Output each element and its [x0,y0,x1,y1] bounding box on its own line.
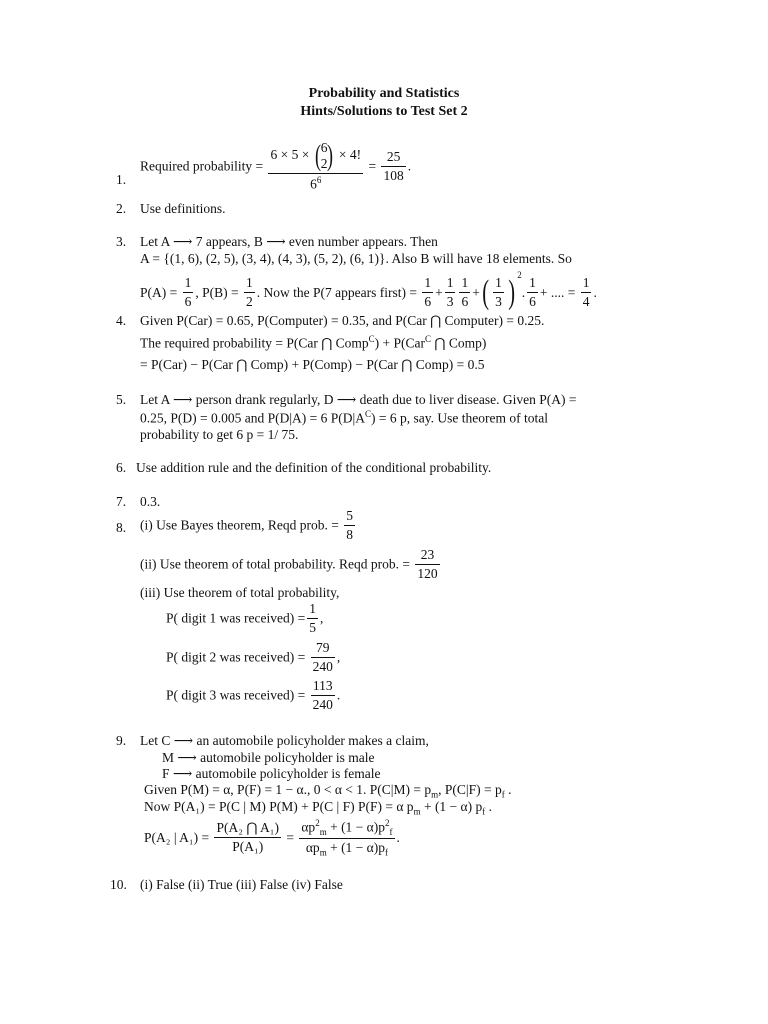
r-den-a: αp [305,840,320,856]
answer-9-line-4c: . [504,782,512,797]
answer-9-line-3: F ⟶ automobile policyholder is female [162,766,381,781]
answer-4-line-3: = P(Car) − P(Car ⋂ Comp) + P(Comp) − P(Car ⋂ Comp) = 0.5 [140,357,485,372]
answer-9-line-2: M ⟶ automobile policyholder is male [162,750,375,765]
formula-middle-num: P(A₂ ⋂ A₁) [214,820,281,838]
r-num-sub-2: f [389,827,393,838]
digit-1-text: P( digit 1 was received) = [166,610,306,626]
answer-1-result [381,149,405,184]
term-5-num: 1 [527,275,538,293]
item-number-7: 7. [116,494,127,509]
digit-3-text: P( digit 3 was received) = [166,687,306,703]
sub-m: m [431,789,439,800]
answer-5-line-2a: 0.25, P(D) = 0.005 and P(D|A) = 6 P(D|A [140,410,365,426]
term-5-den: 6 [529,294,536,310]
result-num: 25 [381,149,405,167]
digit-2-end: , [336,649,341,665]
formula-end: . [396,829,400,845]
formula-right [299,818,394,858]
digit-2-num: 79 [311,640,335,658]
term-2-den: 3 [446,294,454,310]
item-number-9: 9. [116,733,127,748]
answer-8-i-fraction [344,508,355,543]
complement-sup-3: C [365,409,372,419]
answer-8-ii-text: (ii) Use theorem of total probability. Reqd prob. = [140,556,410,572]
item-number-2: 2. [116,201,127,216]
digit-3-num: 113 [311,678,335,696]
answer-8-iii: (iii) Use theorem of total probability, [140,585,340,600]
pa-num: 1 [183,275,194,293]
complement-sup-2: C [425,334,432,344]
answer-9-line-5b: + (1 − α) p [420,799,483,814]
answer-9-line-1: Let C ⟶ an automobile policyholder makes a claim, [140,733,429,748]
formula-middle-den: P(A₁) [232,839,264,855]
answer-9-line-4 [144,782,511,800]
answer-9-line-5c: . [485,799,492,814]
answer-4-line-2c: ⋂ Comp) [431,335,487,351]
term-4 [493,275,504,310]
answer-5-line-1: Let A ⟶ person drank regularly, D ⟶ death due to liver disease. Given P(A) = [140,392,577,407]
term-2-num: 1 [445,275,456,293]
document-title: Probability and Statistics [308,86,460,101]
pb-num: 1 [244,275,255,293]
digit-1-end: , [319,610,324,626]
r-num-sup-2: 2 [385,818,390,828]
answer-3-line-2: A = {(1, 6), (2, 5), (3, 4), (4, 3), (5, 2), (6, 1)}. Also B will have 18 elements. So [140,251,572,266]
r-den-sub-1: m [319,847,327,858]
digit-2-fraction [311,640,335,675]
item-number-3: 3. [116,234,127,249]
dot: . [521,284,526,300]
answer-1-label: Required probability = [140,158,264,174]
answer-3-result [581,275,592,310]
answer-8-i-text: (i) Use Bayes theorem, Reqd prob. = [140,517,339,533]
r-num-sup-1: 2 [315,818,320,828]
answer-6: Use addition rule and the definition of the conditional probability. [136,460,492,475]
answer-8-i-num: 5 [344,508,355,526]
line-5-sub-m: m [413,806,421,817]
now-text: . Now the P(7 appears first) = [256,284,417,300]
line-5-sub-f: f [482,806,486,817]
pa-label: P(A) = [140,284,178,300]
term-3 [459,275,470,310]
answer-4-line-1: Given P(Car) = 0.65, P(Computer) = 0.35, and P(Car ⋂ Computer) = 0.25. [140,313,545,328]
r-den-sub-2: f [385,847,388,858]
answer-3-result-den: 4 [582,294,590,310]
sub-f: f [501,789,505,800]
answer-3-result-num: 1 [581,275,592,293]
pb-den: 2 [246,294,253,310]
formula-lhs: P(A₂ | A₁) = [144,829,210,845]
r-den-b: + (1 − α)p [326,840,385,856]
term-1-den: 6 [424,294,432,310]
answer-4-line-2b: ) + P(Car [374,335,426,351]
answer-7: 0.3. [140,494,161,509]
pb-fraction [244,275,255,310]
answer-5-line-2b: ) = 6 p, say. Use theorem of total [371,410,548,426]
answer-1-den-exp: 6 [316,175,322,185]
answer-9-line-4a: Given P(M) = α, P(F) = 1 − α., 0 < α < 1. P(C|M) = p [144,782,432,797]
document-subtitle: Hints/Solutions to Test Set 2 [300,104,468,119]
answer-8-digit-1 [166,601,323,636]
pa-fraction [183,275,194,310]
answer-2: Use definitions. [140,201,226,216]
answer-9-formula [144,818,400,858]
term-4-num: 1 [493,275,504,293]
term-5 [527,275,538,310]
digit-1-fraction [307,601,318,636]
answer-9-line-5a: Now P(A₁) = P(C | M) P(M) + P(C | F) P(F) = α p [144,799,414,814]
digit-3-end: . [336,687,341,703]
binom-top: 6 [320,140,328,155]
answer-3-line-3: P(A) = $\frac{1}{6}$ , P(B) = $\frac{1}{2}$ . Now the P(7 appears first) = $\frac{1}{6}$ + $\frac{1}{3}$ $\frac{1}{6}$ +( $\frac{1}{3}$ ) $^2$. $\frac{1}{6}$ + .... = $\frac{1}{4}$ . [140,270,597,311]
digit-3-den: 240 [312,697,333,712]
answer-3-end: . [593,284,597,300]
item-number-1: 1. [116,172,127,187]
r-num-sub-1: m [319,827,327,838]
formula-equals: = [286,829,294,845]
term-2 [445,275,456,310]
plus-3: + .... = [539,284,576,300]
result-den: 108 [383,167,404,183]
item-number-10: 10. [110,877,127,892]
answer-8-digit-3 [166,678,340,713]
item-number-8: 8. [116,520,127,535]
digit-2-den: 240 [312,659,333,674]
answer-10: (i) False (ii) True (iii) False (iv) False [140,877,343,892]
term-3-num: 1 [459,275,470,293]
answer-1-num-a: 6 × 5 × [270,147,310,163]
answer-1-den: 6 [310,176,317,192]
answer-5-line-2 [140,409,548,427]
answer-1-equals: = [368,158,377,174]
digit-3-fraction [311,678,335,713]
term-1-num: 1 [422,275,433,293]
item-number-4: 4. [116,313,127,328]
answer-1-main-fraction: 6 × 5 × ( 6 2 ) × 4! $6^6$ [270,139,362,192]
digit-1-den: 5 [309,620,316,635]
plus-1: + [435,284,443,300]
answer-8-i-den: 8 [346,527,353,542]
complement-sup-1: C [368,334,375,344]
answer-1-num-b: × 4! [338,147,362,163]
digit-2-text: P( digit 2 was received) = [166,649,306,665]
item-number-5: 5. [116,392,127,407]
answer-1-end: . [407,158,412,174]
term-1 [422,275,433,310]
answer-9-line-5 [144,799,492,817]
term-3-den: 6 [461,294,469,310]
answer-8-digit-2 [166,640,340,675]
answer-8-ii-fraction [415,547,439,582]
r-num-b: + (1 − α)p [326,819,385,835]
answer-4-line-2a: The required probability = P(Car ⋂ Comp [140,335,369,351]
answer-8-i [140,508,357,543]
item-number-6: 6. [116,460,127,475]
digit-1-num: 1 [307,601,318,619]
plus-2: + [472,284,480,300]
term-4-exp: 2 [517,270,522,280]
binom-bottom: 2 [320,156,328,171]
answer-4-line-2 [140,334,486,352]
answer-9-line-4b: , P(C|F) = p [438,782,502,797]
pa-den: 6 [184,294,192,310]
pb-label: , P(B) = [195,284,239,300]
answer-3-line-1: Let A ⟶ 7 appears, B ⟶ even number appears. Then [140,234,438,249]
answer-8-ii [140,547,442,582]
answer-8-ii-num: 23 [415,547,439,565]
answer-1 [140,140,411,193]
formula-middle [214,820,281,855]
term-4-den: 3 [495,294,502,310]
answer-8-ii-den: 120 [417,566,438,581]
r-num-a: αp [301,819,316,835]
answer-5-line-3: probability to get 6 p = 1/ 75. [140,427,299,442]
